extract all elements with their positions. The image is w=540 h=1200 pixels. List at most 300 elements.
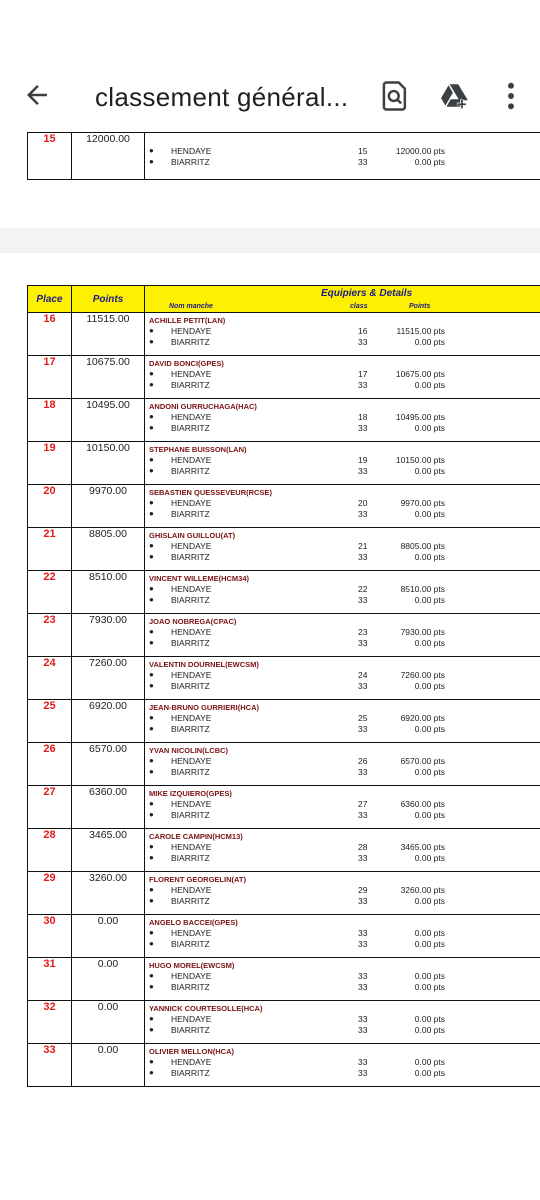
place-cell: 15 (28, 133, 72, 180)
manche-line (145, 412, 540, 423)
manche-line (145, 681, 540, 692)
bullet-icon: ● (149, 380, 154, 389)
manche-class: 33 (358, 466, 368, 476)
manche-line (145, 1068, 540, 1079)
manche-points: 8805.00 pts (400, 541, 445, 551)
competitor-name: YVAN NICOLIN(LCBC) (149, 746, 229, 755)
manche-points: 0.00 pts (414, 810, 445, 820)
manche-points: 7260.00 pts (400, 670, 445, 680)
manche-line (145, 157, 540, 168)
competitor-name: ACHILLE PETIT(LAN) (149, 316, 226, 325)
manche-line (145, 939, 540, 950)
bullet-icon: ● (149, 455, 154, 464)
manche-points: 0.00 pts (414, 767, 445, 777)
bullet-icon: ● (149, 627, 154, 636)
points-cell: 9970.00 (72, 485, 145, 528)
bullet-icon: ● (149, 552, 154, 561)
manche-points: 10675.00 pts (395, 369, 445, 379)
manche-line (145, 380, 540, 391)
bullet-icon: ● (149, 928, 154, 937)
manche-class: 33 (358, 1014, 368, 1024)
manche-name: BIARRITZ (171, 552, 210, 562)
manche-class: 33 (358, 896, 368, 906)
table-row (28, 657, 540, 700)
place-cell: 17 (28, 356, 72, 399)
bullet-icon: ● (149, 146, 154, 155)
details-cell (145, 1001, 540, 1044)
competitor-name: FLORENT GEORGELIN(AT) (149, 875, 246, 884)
table-row (28, 915, 540, 958)
table-row (28, 1001, 540, 1044)
points-cell: 8805.00 (72, 528, 145, 571)
manche-name: HENDAYE (171, 627, 212, 637)
place-cell: 18 (28, 399, 72, 442)
manche-line (145, 1057, 540, 1068)
manche-points: 0.00 pts (414, 681, 445, 691)
manche-points: 0.00 pts (414, 423, 445, 433)
place-cell: 33 (28, 1044, 72, 1087)
manche-class: 29 (358, 885, 368, 895)
place-cell: 28 (28, 829, 72, 872)
details-cell (145, 614, 540, 657)
manche-name: BIARRITZ (171, 337, 210, 347)
points-cell: 6570.00 (72, 743, 145, 786)
bullet-icon: ● (149, 971, 154, 980)
table-row (28, 528, 540, 571)
manche-name: HENDAYE (171, 146, 212, 156)
manche-name: BIARRITZ (171, 939, 210, 949)
table-row (28, 313, 540, 356)
bullet-icon: ● (149, 1057, 154, 1066)
competitor-name: ANDONI GURRUCHAGA(HAC) (149, 402, 257, 411)
manche-points: 9970.00 pts (400, 498, 445, 508)
bullet-icon: ● (149, 1014, 154, 1023)
add-to-drive-icon[interactable] (440, 80, 470, 112)
manche-name: BIARRITZ (171, 423, 210, 433)
manche-name: HENDAYE (171, 885, 212, 895)
place-cell: 16 (28, 313, 72, 356)
manche-class: 22 (358, 584, 368, 594)
manche-line (145, 541, 540, 552)
manche-class: 33 (358, 853, 368, 863)
manche-name: HENDAYE (171, 455, 212, 465)
manche-class: 33 (358, 157, 368, 167)
bullet-icon: ● (149, 853, 154, 862)
manche-name: HENDAYE (171, 971, 212, 981)
competitor-name: VINCENT WILLEME(HCM34) (149, 574, 249, 583)
bullet-icon: ● (149, 896, 154, 905)
points-cell: 8510.00 (72, 571, 145, 614)
manche-line (145, 971, 540, 982)
bullet-icon: ● (149, 670, 154, 679)
manche-line (145, 584, 540, 595)
manche-name: BIARRITZ (171, 1025, 210, 1035)
points-cell: 6360.00 (72, 786, 145, 829)
manche-class: 33 (358, 971, 368, 981)
competitor-name: JOAO NOBREGA(CPAC) (149, 617, 237, 626)
place-cell: 22 (28, 571, 72, 614)
manche-class: 33 (358, 423, 368, 433)
points-cell: 10150.00 (72, 442, 145, 485)
competitor-name: OLIVIER MELLON(HCA) (149, 1047, 234, 1056)
manche-line (145, 928, 540, 939)
manche-name: HENDAYE (171, 756, 212, 766)
manche-points: 6570.00 pts (400, 756, 445, 766)
manche-name: HENDAYE (171, 1057, 212, 1067)
details-cell (145, 1044, 540, 1087)
header-class: class (350, 303, 368, 310)
table-row (28, 743, 540, 786)
manche-class: 33 (358, 1068, 368, 1078)
manche-line (145, 423, 540, 434)
place-cell: 30 (28, 915, 72, 958)
manche-line (145, 713, 540, 724)
manche-class: 33 (358, 1025, 368, 1035)
table-row (28, 786, 540, 829)
competitor-name: ANGELO BACCEI(GPES) (149, 918, 238, 927)
points-cell: 3465.00 (72, 829, 145, 872)
manche-line (145, 498, 540, 509)
competitor-name: GHISLAIN GUILLOU(AT) (149, 531, 236, 540)
manche-name: BIARRITZ (171, 982, 210, 992)
place-cell: 24 (28, 657, 72, 700)
more-vert-icon[interactable] (500, 80, 522, 112)
place-cell: 26 (28, 743, 72, 786)
manche-points: 0.00 pts (414, 466, 445, 476)
header-details (145, 286, 540, 313)
details-cell (145, 872, 540, 915)
manche-points: 0.00 pts (414, 939, 445, 949)
manche-line (145, 810, 540, 821)
manche-class: 24 (358, 670, 368, 680)
manche-class: 16 (358, 326, 368, 336)
manche-name: BIARRITZ (171, 853, 210, 863)
manche-points: 0.00 pts (414, 724, 445, 734)
details-cell (145, 356, 540, 399)
place-cell: 31 (28, 958, 72, 1001)
manche-points: 0.00 pts (414, 509, 445, 519)
manche-class: 33 (358, 724, 368, 734)
manche-line (145, 455, 540, 466)
details-cell (145, 313, 540, 356)
manche-line (145, 466, 540, 477)
manche-points: 0.00 pts (414, 1025, 445, 1035)
details-cell (145, 743, 540, 786)
manche-points: 0.00 pts (414, 928, 445, 938)
bullet-icon: ● (149, 756, 154, 765)
manche-line (145, 369, 540, 380)
bullet-icon: ● (149, 681, 154, 690)
bullet-icon: ● (149, 498, 154, 507)
manche-points: 11515.00 pts (396, 326, 445, 336)
manche-class: 33 (358, 767, 368, 777)
manche-line (145, 853, 540, 864)
document-title: classement général... (95, 82, 349, 112)
competitor-name: DAVID BONCI(GPES) (149, 359, 224, 368)
manche-name: HENDAYE (171, 541, 212, 551)
place-cell: 27 (28, 786, 72, 829)
manche-line (145, 896, 540, 907)
manche-line (145, 627, 540, 638)
manche-name: HENDAYE (171, 799, 212, 809)
manche-class: 17 (358, 369, 368, 379)
points-cell: 10495.00 (72, 399, 145, 442)
competitor-name: YANNICK COURTESOLLE(HCA) (149, 1004, 263, 1013)
manche-points: 0.00 pts (414, 1014, 445, 1024)
table-row (28, 356, 540, 399)
manche-class: 33 (358, 595, 368, 605)
competitor-name: CAROLE CAMPIN(HCM13) (149, 832, 243, 841)
competitor-name: VALENTIN DOURNEL(EWCSM) (149, 660, 259, 669)
manche-name: HENDAYE (171, 369, 212, 379)
details-cell (145, 700, 540, 743)
manche-line (145, 146, 540, 157)
competitor-name: SEBASTIEN QUESSEVEUR(RCSE) (149, 488, 272, 497)
manche-class: 20 (358, 498, 368, 508)
place-cell: 29 (28, 872, 72, 915)
ranking-table (27, 285, 540, 1087)
manche-class: 26 (358, 756, 368, 766)
manche-class: 33 (358, 552, 368, 562)
manche-name: BIARRITZ (171, 767, 210, 777)
manche-name: HENDAYE (171, 1014, 212, 1024)
points-cell: 0.00 (72, 958, 145, 1001)
manche-class: 18 (358, 412, 368, 422)
competitor-name: STEPHANE BUISSON(LAN) (149, 445, 247, 454)
place-cell: 19 (28, 442, 72, 485)
bullet-icon: ● (149, 584, 154, 593)
manche-name: BIARRITZ (171, 724, 210, 734)
manche-points: 0.00 pts (414, 552, 445, 562)
manche-name: HENDAYE (171, 412, 212, 422)
bullet-icon: ● (149, 982, 154, 991)
manche-name: BIARRITZ (171, 681, 210, 691)
bullet-icon: ● (149, 423, 154, 432)
manche-line (145, 595, 540, 606)
bullet-icon: ● (149, 326, 154, 335)
details-cell (145, 915, 540, 958)
manche-class: 33 (358, 1057, 368, 1067)
header-points: Points (72, 286, 145, 313)
bullet-icon: ● (149, 509, 154, 518)
manche-class: 33 (358, 638, 368, 648)
bullet-icon: ● (149, 595, 154, 604)
manche-name: BIARRITZ (171, 157, 210, 167)
points-cell: 0.00 (72, 915, 145, 958)
manche-name: BIARRITZ (171, 896, 210, 906)
competitor-name: HUGO MOREL(EWCSM) (149, 961, 235, 970)
manche-line (145, 842, 540, 853)
manche-name: BIARRITZ (171, 380, 210, 390)
details-cell (145, 571, 540, 614)
bullet-icon: ● (149, 466, 154, 475)
competitor-name: JEAN-BRUNO GURRIERI(HCA) (149, 703, 259, 712)
manche-name: BIARRITZ (171, 466, 210, 476)
bullet-icon: ● (149, 412, 154, 421)
details-cell (145, 958, 540, 1001)
pdf-page (0, 253, 540, 1200)
place-cell: 25 (28, 700, 72, 743)
manche-line (145, 670, 540, 681)
table-row (28, 958, 540, 1001)
points-cell: 10675.00 (72, 356, 145, 399)
manche-line (145, 767, 540, 778)
manche-points: 0.00 pts (414, 337, 445, 347)
bullet-icon: ● (149, 939, 154, 948)
table-row (28, 571, 540, 614)
manche-class: 33 (358, 380, 368, 390)
points-cell: 7260.00 (72, 657, 145, 700)
app-bar (0, 0, 540, 140)
points-cell: 7930.00 (72, 614, 145, 657)
manche-name: BIARRITZ (171, 1068, 210, 1078)
place-cell: 20 (28, 485, 72, 528)
points-cell: 0.00 (72, 1001, 145, 1044)
manche-name: BIARRITZ (171, 509, 210, 519)
bullet-icon: ● (149, 638, 154, 647)
bullet-icon: ● (149, 842, 154, 851)
bullet-icon: ● (149, 799, 154, 808)
manche-points: 0.00 pts (414, 595, 445, 605)
manche-line (145, 326, 540, 337)
bullet-icon: ● (149, 369, 154, 378)
manche-name: HENDAYE (171, 498, 212, 508)
manche-line (145, 1025, 540, 1036)
manche-line (145, 638, 540, 649)
table-row (28, 872, 540, 915)
manche-class: 21 (358, 541, 368, 551)
points-cell: 3260.00 (72, 872, 145, 915)
details-cell (145, 786, 540, 829)
manche-points: 0.00 pts (414, 971, 445, 981)
bullet-icon: ● (149, 713, 154, 722)
header-pts: Points (409, 303, 431, 310)
points-cell: 11515.00 (72, 313, 145, 356)
manche-class: 28 (358, 842, 368, 852)
manche-class: 33 (358, 810, 368, 820)
manche-name: BIARRITZ (171, 595, 210, 605)
competitor-name: MIKE IZQUIERO(GPES) (149, 789, 232, 798)
table-row (28, 1044, 540, 1087)
bullet-icon: ● (149, 885, 154, 894)
bullet-icon: ● (149, 541, 154, 550)
manche-points: 10495.00 pts (395, 412, 445, 422)
manche-name: HENDAYE (171, 842, 212, 852)
points-cell: 0.00 (72, 1044, 145, 1087)
manche-name: HENDAYE (171, 326, 212, 336)
bullet-icon: ● (149, 337, 154, 346)
manche-class: 33 (358, 928, 368, 938)
manche-points: 10150.00 pts (395, 455, 445, 465)
manche-line (145, 756, 540, 767)
manche-line (145, 724, 540, 735)
table-row (28, 829, 540, 872)
details-cell (145, 657, 540, 700)
details-cell (145, 442, 540, 485)
manche-class: 33 (358, 982, 368, 992)
manche-points: 0.00 pts (414, 853, 445, 863)
manche-line (145, 509, 540, 520)
manche-points: 8510.00 pts (400, 584, 445, 594)
manche-name: HENDAYE (171, 584, 212, 594)
table-row (28, 442, 540, 485)
manche-line (145, 337, 540, 348)
manche-points: 0.00 pts (414, 638, 445, 648)
bullet-icon: ● (149, 1068, 154, 1077)
manche-class: 33 (358, 939, 368, 949)
manche-points: 12000.00 pts (395, 146, 445, 156)
details-cell (145, 485, 540, 528)
manche-class: 23 (358, 627, 368, 637)
manche-name: HENDAYE (171, 713, 212, 723)
bullet-icon: ● (149, 810, 154, 819)
ranking-table-previous (27, 132, 540, 180)
manche-class: 15 (358, 146, 368, 156)
manche-class: 33 (358, 509, 368, 519)
manche-name: BIARRITZ (171, 810, 210, 820)
table-row (28, 485, 540, 528)
bullet-icon: ● (149, 767, 154, 776)
place-cell: 23 (28, 614, 72, 657)
arrow-back-icon[interactable] (22, 80, 52, 110)
manche-class: 27 (358, 799, 368, 809)
manche-points: 3465.00 pts (400, 842, 445, 852)
points-cell: 6920.00 (72, 700, 145, 743)
manche-points: 0.00 pts (414, 896, 445, 906)
manche-points: 0.00 pts (414, 380, 445, 390)
manche-points: 0.00 pts (414, 982, 445, 992)
manche-points: 0.00 pts (414, 157, 445, 167)
place-cell: 21 (28, 528, 72, 571)
manche-line (145, 799, 540, 810)
manche-line (145, 552, 540, 563)
manche-line (145, 885, 540, 896)
manche-line (145, 1014, 540, 1025)
manche-class: 33 (358, 681, 368, 691)
details-cell (145, 829, 540, 872)
manche-points: 7930.00 pts (400, 627, 445, 637)
pdf-page-previous (0, 133, 540, 228)
header-equipiers: Equipiers & Details (321, 288, 413, 299)
bullet-icon: ● (149, 724, 154, 733)
table-row (28, 614, 540, 657)
manche-class: 19 (358, 455, 368, 465)
details-cell (145, 528, 540, 571)
place-cell: 32 (28, 1001, 72, 1044)
manche-name: HENDAYE (171, 670, 212, 680)
manche-points: 6920.00 pts (400, 713, 445, 723)
page-gap (0, 228, 540, 253)
table-row (28, 399, 540, 442)
manche-line (145, 982, 540, 993)
manche-points: 0.00 pts (414, 1068, 445, 1078)
manche-points: 6360.00 pts (400, 799, 445, 809)
bullet-icon: ● (149, 1025, 154, 1034)
manche-points: 0.00 pts (414, 1057, 445, 1067)
manche-name: HENDAYE (171, 928, 212, 938)
points-cell: 12000.00 (72, 133, 145, 180)
header-nom-manche: Nom manche (169, 303, 213, 310)
manche-points: 3260.00 pts (400, 885, 445, 895)
table-row (28, 700, 540, 743)
manche-class: 33 (358, 337, 368, 347)
details-cell (145, 399, 540, 442)
manche-class: 25 (358, 713, 368, 723)
bullet-icon: ● (149, 157, 154, 166)
manche-name: BIARRITZ (171, 638, 210, 648)
find-in-page-icon[interactable] (380, 80, 410, 112)
details-cell (145, 133, 540, 180)
